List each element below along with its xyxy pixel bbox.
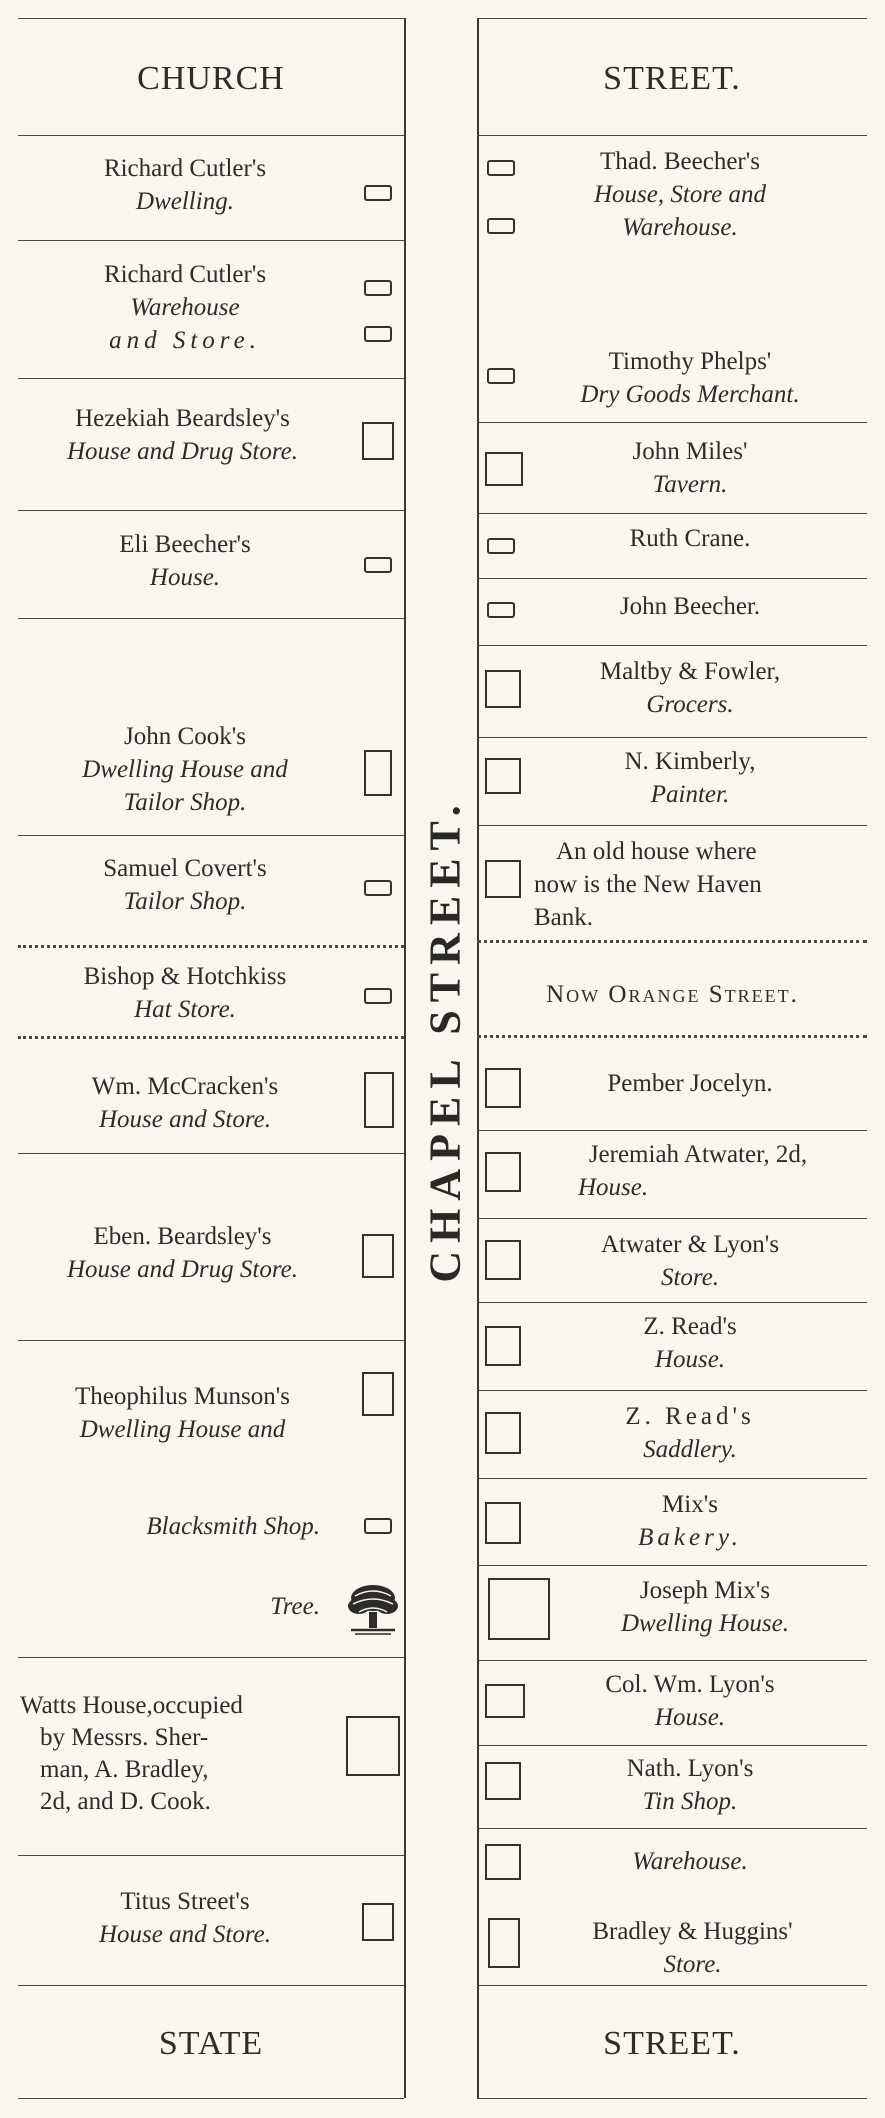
street-name-street-bottom: STREET. — [603, 2025, 741, 2062]
description-line: 2d, and D. Cook. — [40, 1788, 211, 1815]
owner-name: Ruth Crane. — [629, 525, 751, 552]
lot-n-kimberly — [520, 745, 860, 811]
building-desc: House. — [654, 1704, 726, 1731]
building-desc: Dwelling. — [136, 188, 234, 215]
lot-eben-beardsley — [10, 1220, 355, 1286]
owner-name: Joseph Mix's — [639, 1577, 771, 1604]
owner-name: N. Kimberly, — [624, 748, 756, 775]
building-desc: Tavern. — [652, 471, 728, 498]
building-desc: Warehouse — [130, 294, 240, 321]
building-marker — [485, 1412, 521, 1454]
building-marker — [487, 368, 515, 384]
building-desc: House and Drug Store. — [66, 1256, 298, 1283]
building-marker — [364, 988, 392, 1004]
lot-thad-beecher — [520, 145, 840, 244]
lot-mix-bakery — [520, 1488, 860, 1554]
lot-warehouse — [520, 1845, 860, 1878]
lot-divider — [18, 240, 404, 241]
dotted-divider — [477, 940, 867, 943]
lot-nath-lyon — [520, 1752, 860, 1818]
owner-name: Atwater & Lyon's — [600, 1231, 780, 1258]
owner-name: Col. Wm. Lyon's — [605, 1671, 775, 1698]
building-marker — [364, 280, 392, 296]
owner-name: Z. Read's — [625, 1403, 755, 1430]
building-desc: House and Store. — [99, 1921, 271, 1948]
lot-watts-house — [20, 1690, 345, 1818]
building-desc: Blacksmith Shop. — [146, 1513, 320, 1540]
lot-divider — [477, 2098, 867, 2099]
lot-divider — [477, 1218, 867, 1219]
lot-divider — [477, 1565, 867, 1566]
building-marker — [364, 1072, 394, 1128]
lot-z-read-house — [520, 1310, 860, 1376]
lot-divider — [477, 737, 867, 738]
owner-name: Timothy Phelps' — [608, 348, 772, 375]
lot-john-cook — [20, 720, 350, 819]
building-marker — [485, 1326, 521, 1366]
lot-divider — [477, 578, 867, 579]
building-marker — [487, 602, 515, 618]
building-marker — [487, 538, 515, 554]
building-desc: Bakery. — [638, 1524, 742, 1551]
lot-titus-street — [20, 1885, 350, 1951]
owner-name: Eben. Beardsley's — [93, 1223, 272, 1250]
building-desc: Tailor Shop. — [123, 888, 247, 915]
building-desc: Tree. — [270, 1593, 320, 1620]
lot-divider — [477, 135, 867, 136]
building-marker — [364, 750, 392, 796]
owner-name: Wm. McCracken's — [91, 1073, 279, 1100]
lot-col-wm-lyon — [520, 1668, 860, 1734]
dotted-divider — [18, 945, 404, 948]
lot-divider — [477, 513, 867, 514]
building-marker — [488, 1918, 520, 1968]
lot-divider — [18, 135, 404, 136]
lot-divider — [18, 835, 404, 836]
left-street-line-outer — [404, 18, 406, 2098]
building-marker — [485, 1068, 521, 1108]
lot-divider — [18, 1985, 404, 1986]
lot-divider — [477, 1985, 867, 1986]
owner-name: Maltby & Fowler, — [599, 658, 781, 685]
building-desc: Dry Goods Merchant. — [580, 381, 800, 408]
lot-divider — [477, 825, 867, 826]
cross-street-name: Now Orange Street. — [546, 981, 799, 1008]
rule — [18, 18, 404, 19]
description-line: Watts House,occupied — [20, 1692, 243, 1719]
building-desc: Tailor Shop. — [123, 789, 247, 816]
owner-name: Hezekiah Beardsley's — [75, 405, 290, 432]
lot-divider — [477, 422, 867, 423]
lot-cutler-dwelling — [20, 152, 350, 218]
lot-blacksmith — [20, 1510, 320, 1543]
building-marker — [485, 860, 521, 898]
lot-divider — [18, 510, 404, 511]
lot-divider — [18, 378, 404, 379]
building-marker — [362, 1234, 394, 1278]
lot-ruth-crane — [520, 522, 860, 555]
building-marker — [362, 422, 394, 460]
owner-name: Titus Street's — [120, 1888, 250, 1915]
owner-name: Theophilus Munson's — [75, 1383, 290, 1410]
lot-divider — [477, 1390, 867, 1391]
owner-name: Bishop & Hotchkiss — [83, 963, 287, 990]
owner-name: Eli Beecher's — [119, 531, 251, 558]
owner-name: Jeremiah Atwater, 2d, — [588, 1141, 808, 1168]
lot-divider — [477, 645, 867, 646]
building-marker — [485, 1152, 521, 1192]
dotted-divider — [477, 1035, 867, 1038]
lot-divider — [477, 1302, 867, 1303]
building-desc: Painter. — [650, 781, 730, 808]
lot-timothy-phelps — [520, 345, 860, 411]
tree-icon — [345, 1582, 401, 1636]
building-desc: Dwelling House. — [620, 1610, 790, 1637]
building-desc: Warehouse. — [632, 1848, 748, 1875]
lot-divider — [18, 618, 404, 619]
lot-eli-beecher — [20, 528, 350, 594]
building-desc: Warehouse. — [622, 214, 738, 241]
building-marker — [485, 1762, 521, 1800]
building-marker — [485, 1502, 521, 1544]
building-marker — [364, 326, 392, 342]
street-name-state: STATE — [158, 2025, 264, 2062]
building-desc: Tin Shop. — [642, 1788, 738, 1815]
street-name-church: CHURCH — [137, 60, 285, 97]
owner-name: Pember Jocelyn. — [607, 1070, 773, 1097]
lot-divider — [18, 1657, 404, 1658]
lot-hezekiah-beardsley — [10, 402, 355, 468]
lot-divider — [477, 1745, 867, 1746]
orange-street-label — [485, 978, 860, 1011]
rule — [477, 18, 867, 19]
owner-name: Richard Cutler's — [103, 155, 267, 182]
description-line: now is the New Haven — [534, 871, 762, 898]
owner-name: Bradley & Huggins' — [592, 1918, 793, 1945]
building-marker — [364, 880, 392, 896]
lot-samuel-covert — [20, 852, 350, 918]
building-desc: House and Drug Store. — [66, 438, 298, 465]
building-desc: Store. — [663, 1951, 722, 1978]
lot-bradley-huggins — [520, 1915, 865, 1981]
lot-jeremiah-atwater — [528, 1138, 868, 1204]
lot-divider — [18, 1153, 404, 1154]
building-desc: Dwelling House and — [82, 756, 288, 783]
lot-tree — [20, 1590, 320, 1623]
lot-munson — [10, 1380, 355, 1446]
building-marker — [346, 1716, 400, 1776]
building-desc: House and Store. — [99, 1106, 271, 1133]
building-desc: House, Store and — [594, 181, 766, 208]
building-marker — [362, 1372, 394, 1416]
lot-z-read-saddlery — [520, 1400, 860, 1466]
building-marker — [485, 670, 521, 708]
building-desc: Store. — [660, 1264, 720, 1291]
description-line: An old house where — [556, 838, 757, 865]
lot-atwater-lyon — [520, 1228, 860, 1294]
building-marker — [485, 452, 523, 486]
lot-maltby-fowler — [520, 655, 860, 721]
building-marker — [487, 218, 515, 234]
building-desc: House. — [578, 1174, 649, 1201]
lot-joseph-mix — [540, 1574, 870, 1640]
building-marker — [485, 1684, 525, 1718]
building-marker — [485, 1240, 521, 1280]
lot-divider — [18, 1855, 404, 1856]
lot-pember-jocelyn — [520, 1067, 860, 1100]
lot-mccracken — [20, 1070, 350, 1136]
lot-divider — [477, 1130, 867, 1131]
lot-old-house — [534, 835, 864, 934]
building-marker — [487, 160, 515, 176]
building-desc: House. — [149, 564, 221, 591]
building-desc: Dwelling House and — [79, 1416, 286, 1443]
building-marker — [362, 1903, 394, 1941]
chapel-street-label: CHAPEL STREET. — [420, 797, 470, 1283]
building-desc: Saddlery. — [643, 1436, 737, 1463]
building-marker — [485, 758, 521, 794]
lot-divider — [18, 2098, 404, 2099]
lot-divider — [477, 1660, 867, 1661]
description-line: man, A. Bradley, — [40, 1756, 209, 1783]
owner-name: John Beecher. — [619, 593, 761, 620]
dotted-divider — [18, 1036, 404, 1039]
building-marker — [364, 1518, 392, 1534]
right-street-line-outer — [477, 18, 479, 2098]
owner-name: Samuel Covert's — [103, 855, 267, 882]
lot-divider — [18, 1340, 404, 1341]
building-marker — [364, 185, 392, 201]
lot-divider — [477, 1478, 867, 1479]
owner-name: Thad. Beecher's — [600, 148, 760, 175]
building-desc: Grocers. — [646, 691, 734, 718]
lot-john-miles — [520, 435, 860, 501]
owner-name: Richard Cutler's — [103, 261, 267, 288]
owner-name: Z. Read's — [643, 1313, 737, 1340]
owner-name: John Miles' — [632, 438, 748, 465]
building-desc: Hat Store. — [134, 996, 236, 1023]
building-marker — [485, 1844, 521, 1880]
lot-divider — [477, 1828, 867, 1829]
description-line: by Messrs. Sher- — [40, 1724, 209, 1751]
lot-bishop-hotchkiss — [20, 960, 350, 1026]
owner-name: Nath. Lyon's — [626, 1755, 754, 1782]
building-marker — [364, 557, 392, 573]
lot-john-beecher — [520, 590, 860, 623]
street-name-street-top: STREET. — [603, 60, 741, 97]
owner-name: Mix's — [662, 1491, 718, 1518]
owner-name: John Cook's — [124, 723, 246, 750]
lot-cutler-warehouse — [20, 258, 350, 357]
building-desc: and Store. — [109, 327, 261, 354]
description-line: Bank. — [534, 904, 594, 931]
building-desc: House. — [654, 1346, 726, 1373]
